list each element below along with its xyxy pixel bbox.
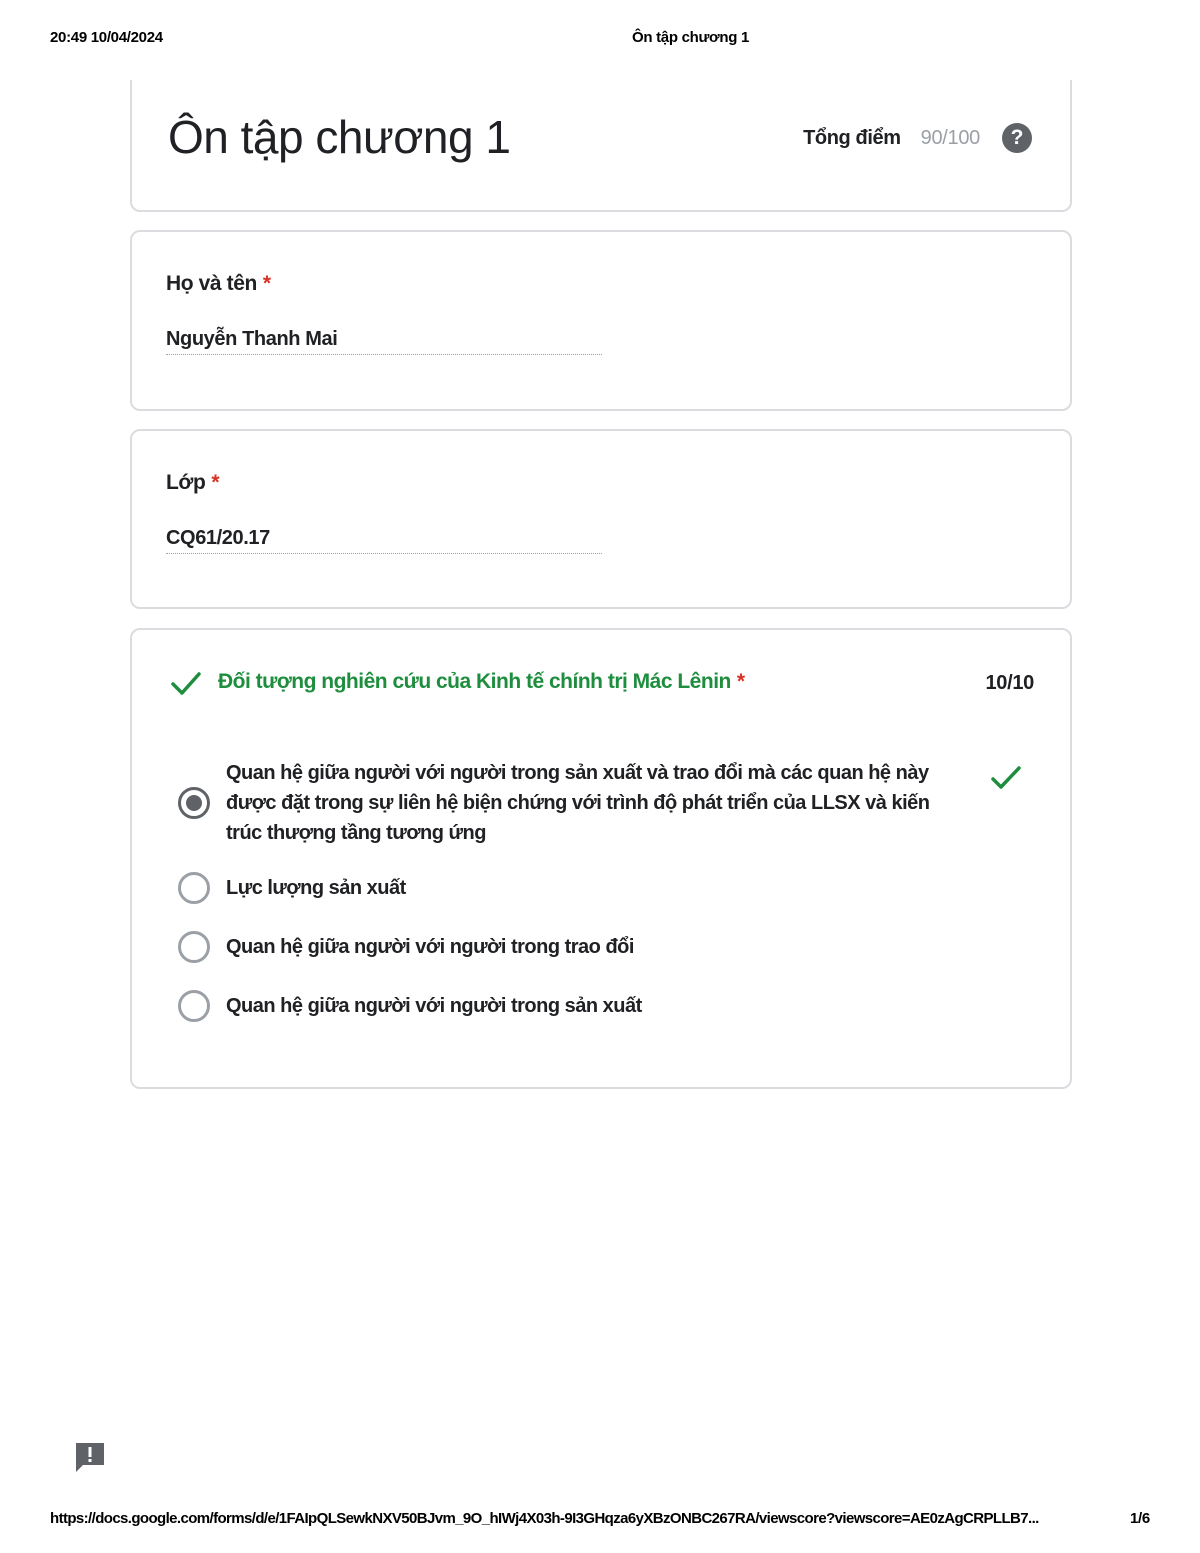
correct-answer-check-icon: [990, 764, 1022, 792]
radio-selected[interactable]: [178, 787, 210, 819]
required-mark: *: [211, 471, 220, 494]
option-3[interactable]: [178, 931, 634, 963]
help-icon[interactable]: ?: [1002, 123, 1032, 153]
print-header-datetime: 20:49 10/04/2024: [50, 29, 163, 46]
name-field-value: Nguyễn Thanh Mai: [166, 328, 602, 355]
radio-unselected[interactable]: [178, 990, 210, 1022]
option-1[interactable]: [178, 758, 978, 848]
class-field-value: CQ61/20.17: [166, 527, 602, 554]
form-title: Ôn tập chương 1: [168, 111, 511, 163]
question-title: Đối tượng nghiên cứu của Kinh tế chính trị Mác Lênin *: [218, 670, 745, 693]
class-field-card: [130, 429, 1072, 609]
question-card: [130, 628, 1072, 1089]
form-header-card: [130, 80, 1072, 212]
check-icon: [170, 668, 202, 698]
option-label: Quan hệ giữa người với người trong sản xuất: [226, 995, 642, 1017]
option-label: Quan hệ giữa người với người trong trao đổi: [226, 936, 634, 958]
option-2[interactable]: [178, 872, 406, 904]
option-label: Quan hệ giữa người với người trong sản xuất và trao đổi mà các quan hệ này được đặt trong sự liên hệ biện chứng với trình độ phát triển của LLSX và kiến trúc thượng tầng tương ứng: [226, 762, 930, 844]
name-field-label: Họ và tên *: [166, 272, 271, 295]
radio-unselected[interactable]: [178, 872, 210, 904]
report-feedback-icon[interactable]: [74, 1441, 106, 1475]
name-field-card: [130, 230, 1072, 411]
question-points: 10/10: [985, 672, 1034, 694]
score-label: Tổng điểm: [803, 126, 901, 149]
radio-unselected[interactable]: [178, 931, 210, 963]
class-field-label: Lớp *: [166, 471, 220, 494]
total-score: [803, 123, 1032, 153]
required-mark: *: [262, 272, 271, 295]
print-header-title: Ôn tập chương 1: [632, 29, 750, 46]
score-value: 90/100: [920, 126, 980, 149]
option-label: Lực lượng sản xuất: [226, 877, 406, 899]
print-footer-page-number: 1/6: [1130, 1510, 1150, 1527]
required-mark: *: [736, 670, 745, 693]
option-4[interactable]: [178, 990, 642, 1022]
print-footer-url: https://docs.google.com/forms/d/e/1FAIpQLSewkNXV50BJvm_9O_hIWj4X03h-9I3GHqza6yXBzONBC267RA/viewscore?viewscore=AE0zAgCRPLLB7...: [50, 1510, 1039, 1527]
